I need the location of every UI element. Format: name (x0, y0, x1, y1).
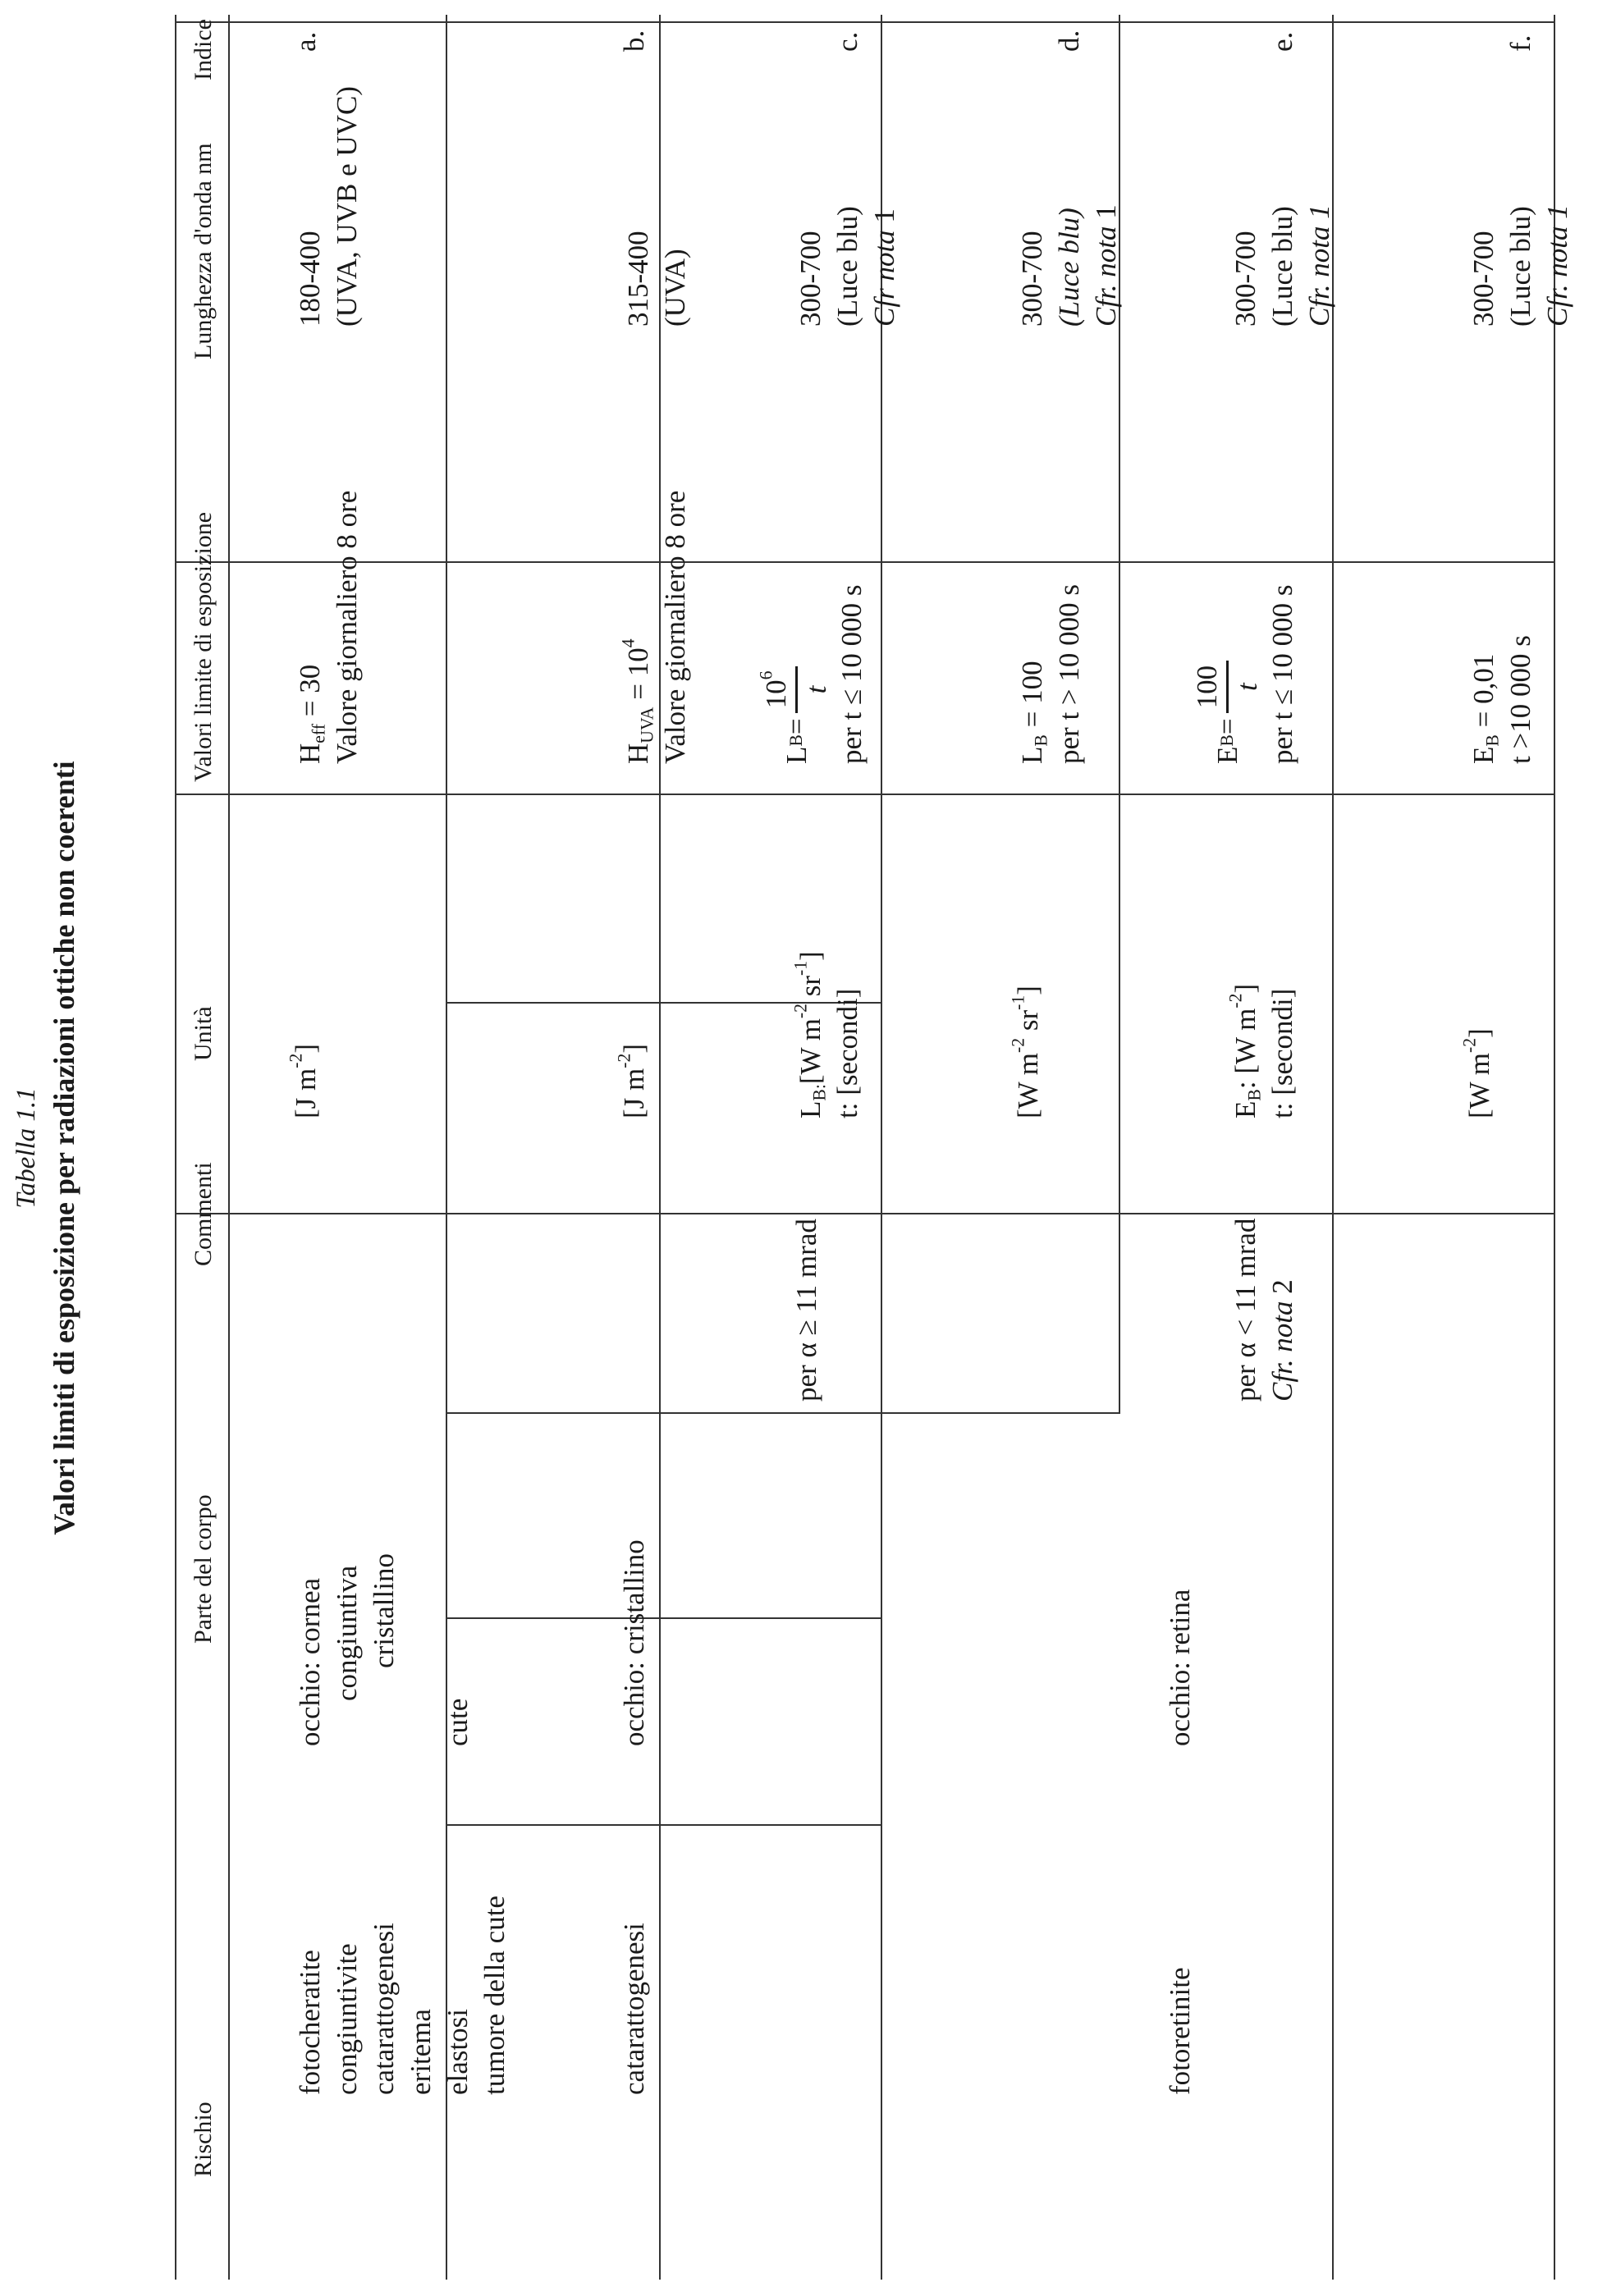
header-rischio: Rischio (190, 2102, 217, 2177)
row-c-indice: c. (831, 31, 863, 52)
row-a-risk: fotocheratite congiuntivite catarattogenesi eritema elastosi tumore della cute (294, 1896, 510, 2095)
row-f-unit: [W $m^{-2}$] (1459, 1028, 1495, 1118)
table-caption: Tabella 1.1 (11, 1087, 41, 1209)
row-e-indice: e. (1266, 31, 1298, 52)
header-valori: Valori limite di esposizione (190, 511, 217, 782)
row-e-comment: per α < 11 mrad Cfr. nota 2 (1229, 1218, 1298, 1402)
row-f-indice: f. (1504, 34, 1536, 52)
row-e-risk: fotoretinite (1164, 1967, 1196, 2095)
row-a-body-part: occhio: cornea congiuntiva cristallino cute (294, 1553, 474, 1746)
row-b-risk: catarattogenesi (618, 1923, 650, 2095)
row-c-limit: L B = $10^6$ t per t ≤ 10 000 s (756, 584, 868, 764)
row-d-wavelength: 300-700 (Luce blu) Cfr. nota 1 (1016, 204, 1122, 327)
row-a-indice: a. (290, 31, 322, 52)
row-b-wavelength: 315-400 (UVA) (622, 231, 691, 327)
table-title: Valori limiti di esposizione per radiazioni ottiche non coerenti (48, 761, 80, 1535)
row-c-unit: $L_{B:}[W$ $m^{-2}$ $sr^{-1}$] t: [secondi] (790, 951, 863, 1118)
row-e-body-part: occhio: retina (1164, 1589, 1196, 1746)
header-parte: Parte del corpo (190, 1494, 217, 1644)
row-a-wavelength: 180-400 (UVA, UVB e UVC) (294, 86, 363, 327)
header-unita: Unità (190, 1006, 217, 1061)
header-lunghezza: Lunghezza d'onda nm (190, 143, 217, 359)
row-b-body-part: occhio: cristallino (618, 1539, 650, 1746)
row-c-wavelength: 300-700 (Luce blu) Cfr nota 1 (794, 206, 900, 327)
row-e-limit: E B = 100 t per t ≤ 10 000 s (1190, 584, 1298, 764)
row-e-wavelength: 300-700 (Luce blu) Cfr. nota 1 (1229, 204, 1335, 327)
header-indice: Indice (190, 19, 217, 80)
row-b-indice: b. (618, 30, 650, 52)
row-a-unit: [J $m^{-2}$] (286, 1044, 322, 1118)
row-d-indice: d. (1053, 30, 1085, 52)
row-e-unit: $E_B$: [W $m^{-2}$] t: [secondi] (1225, 983, 1298, 1118)
row-d-unit: [W $m^{-2}$ $sr^{-1}$] (1008, 986, 1044, 1118)
row-d-limit: $L_B = 100$ per t > 10 000 s (1016, 583, 1085, 764)
header-commenti: Commenti (190, 1162, 217, 1266)
row-b-limit: $H_{UVA} = 10^4$ Valore giornaliero 8 ore (618, 490, 691, 764)
row-b-unit: [J $m^{-2}$] (614, 1044, 650, 1118)
row-f-wavelength: 300-700 (Luce blu) Cfr. nota 1 (1467, 204, 1573, 327)
row-c-comment: per α ≥ 11 mrad (790, 1219, 822, 1402)
row-a-limit: $H_{eff} = 30$ Valore giornaliero 8 ore (294, 490, 363, 764)
row-f-limit: $E_B = 0,01$ t >10 000 s (1467, 635, 1536, 764)
